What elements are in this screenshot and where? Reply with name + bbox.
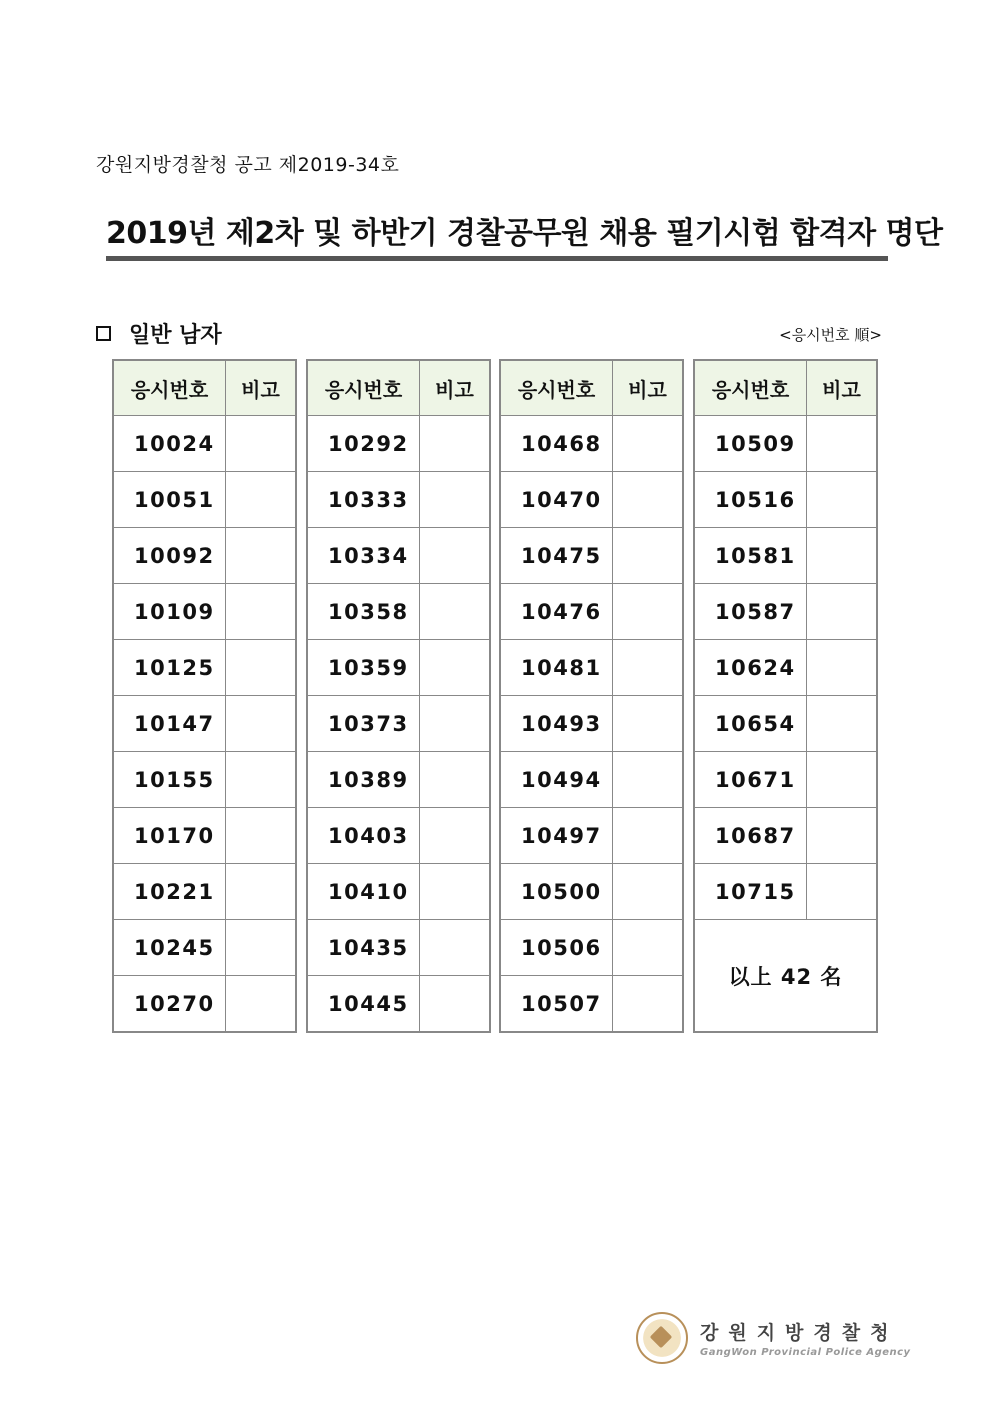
remark-cell <box>226 808 297 864</box>
exam-number: 10292 <box>307 416 420 472</box>
exam-number: 10147 <box>113 696 226 752</box>
results-table-3 <box>499 359 684 1033</box>
remark-cell <box>613 864 684 920</box>
exam-number: 10494 <box>500 752 613 808</box>
exam-number: 10671 <box>694 752 807 808</box>
table-row <box>500 808 683 864</box>
remark-cell <box>420 528 491 584</box>
exam-number: 10516 <box>694 472 807 528</box>
table-row <box>113 920 296 976</box>
remark-cell <box>807 752 878 808</box>
table-row <box>500 696 683 752</box>
table-row <box>113 808 296 864</box>
exam-number: 10333 <box>307 472 420 528</box>
table-row <box>500 528 683 584</box>
remark-cell <box>613 416 684 472</box>
exam-number: 10475 <box>500 528 613 584</box>
table-row <box>307 976 490 1033</box>
remark-cell <box>613 696 684 752</box>
exam-number: 10051 <box>113 472 226 528</box>
remark-cell <box>420 752 491 808</box>
table-row <box>694 472 877 528</box>
remark-cell <box>613 472 684 528</box>
table-row <box>500 416 683 472</box>
table-row <box>694 416 877 472</box>
table-row <box>307 920 490 976</box>
table-row <box>113 752 296 808</box>
table-row <box>307 584 490 640</box>
remark-cell <box>613 528 684 584</box>
exam-number: 10493 <box>500 696 613 752</box>
table-row <box>694 864 877 920</box>
exam-number: 10468 <box>500 416 613 472</box>
remark-cell <box>807 416 878 472</box>
table-row <box>113 416 296 472</box>
remark-cell <box>613 640 684 696</box>
remark-cell <box>613 752 684 808</box>
exam-number: 10024 <box>113 416 226 472</box>
table-row <box>500 920 683 976</box>
header-number: 응시번호 <box>500 360 613 416</box>
table-row <box>113 584 296 640</box>
exam-number: 10334 <box>307 528 420 584</box>
exam-number: 10410 <box>307 864 420 920</box>
table-row <box>307 808 490 864</box>
results-table-1 <box>112 359 297 1033</box>
exam-number: 10245 <box>113 920 226 976</box>
exam-number: 10506 <box>500 920 613 976</box>
table-row <box>307 528 490 584</box>
table-row <box>500 976 683 1033</box>
table-row <box>113 864 296 920</box>
table-row <box>500 752 683 808</box>
table-row <box>307 696 490 752</box>
remark-cell <box>613 808 684 864</box>
exam-number: 10445 <box>307 976 420 1033</box>
remark-cell <box>807 472 878 528</box>
exam-number: 10500 <box>500 864 613 920</box>
remark-cell <box>420 416 491 472</box>
exam-number: 10403 <box>307 808 420 864</box>
remark-cell <box>420 920 491 976</box>
table-row <box>694 640 877 696</box>
remark-cell <box>420 696 491 752</box>
exam-number: 10687 <box>694 808 807 864</box>
exam-number: 10125 <box>113 640 226 696</box>
exam-number: 10624 <box>694 640 807 696</box>
table-row <box>694 528 877 584</box>
header-number: 응시번호 <box>113 360 226 416</box>
remark-cell <box>613 584 684 640</box>
header-remark: 비고 <box>226 360 297 416</box>
page-title: 2019년 제2차 및 하반기 경찰공무원 채용 필기시험 합격자 명단 <box>106 216 943 251</box>
exam-number: 10715 <box>694 864 807 920</box>
exam-number: 10581 <box>694 528 807 584</box>
table-row <box>500 864 683 920</box>
remark-cell <box>807 808 878 864</box>
remark-cell <box>807 864 878 920</box>
table-row <box>307 416 490 472</box>
total-summary: 以上 42 名 <box>694 920 877 1033</box>
exam-number: 10389 <box>307 752 420 808</box>
remark-cell <box>807 640 878 696</box>
table-row <box>694 808 877 864</box>
exam-number: 10497 <box>500 808 613 864</box>
table-row <box>500 584 683 640</box>
remark-cell <box>226 696 297 752</box>
remark-cell <box>807 528 878 584</box>
remark-cell <box>226 864 297 920</box>
agency-name-korean: 강원지방경찰청 <box>700 1322 899 1344</box>
section-heading <box>96 318 222 349</box>
exam-number: 10358 <box>307 584 420 640</box>
remark-cell <box>226 416 297 472</box>
remark-cell <box>226 752 297 808</box>
table-row <box>694 752 877 808</box>
exam-number: 10470 <box>500 472 613 528</box>
header-number: 응시번호 <box>694 360 807 416</box>
exam-number: 10435 <box>307 920 420 976</box>
remark-cell <box>420 864 491 920</box>
remark-cell <box>226 584 297 640</box>
remark-cell <box>420 976 491 1033</box>
title-underline <box>106 256 888 261</box>
notice-number: 강원지방경찰청 공고 제2019-34호 <box>96 154 400 176</box>
remark-cell <box>420 640 491 696</box>
remark-cell <box>226 472 297 528</box>
exam-number: 10109 <box>113 584 226 640</box>
remark-cell <box>420 808 491 864</box>
remark-cell <box>613 920 684 976</box>
header-number: 응시번호 <box>307 360 420 416</box>
remark-cell <box>226 640 297 696</box>
exam-number: 10155 <box>113 752 226 808</box>
table-row <box>113 976 296 1033</box>
exam-number: 10509 <box>694 416 807 472</box>
table-row <box>113 528 296 584</box>
checkbox-bullet-icon <box>96 326 111 341</box>
agency-footer <box>636 1312 911 1364</box>
header-remark: 비고 <box>420 360 491 416</box>
table-row <box>113 640 296 696</box>
exam-number: 10476 <box>500 584 613 640</box>
exam-number: 10170 <box>113 808 226 864</box>
remark-cell <box>226 920 297 976</box>
agency-name-english: GangWon Provincial Police Agency <box>700 1347 911 1358</box>
exam-number: 10507 <box>500 976 613 1033</box>
order-note: <응시번호 順> <box>779 326 882 344</box>
exam-number: 10359 <box>307 640 420 696</box>
exam-number: 10481 <box>500 640 613 696</box>
police-seal-icon <box>636 1312 688 1364</box>
table-row <box>307 472 490 528</box>
remark-cell <box>807 584 878 640</box>
exam-number: 10654 <box>694 696 807 752</box>
table-row <box>307 864 490 920</box>
remark-cell <box>420 472 491 528</box>
table-row <box>694 696 877 752</box>
table-row <box>500 472 683 528</box>
table-row <box>113 472 296 528</box>
remark-cell <box>420 584 491 640</box>
table-row <box>307 752 490 808</box>
table-row <box>500 640 683 696</box>
header-remark: 비고 <box>613 360 684 416</box>
exam-number: 10221 <box>113 864 226 920</box>
table-row <box>694 584 877 640</box>
exam-number: 10373 <box>307 696 420 752</box>
header-remark: 비고 <box>807 360 878 416</box>
results-table-2 <box>306 359 491 1033</box>
remark-cell <box>807 696 878 752</box>
table-row <box>113 696 296 752</box>
remark-cell <box>613 976 684 1033</box>
results-table-4 <box>693 359 878 1033</box>
remark-cell <box>226 528 297 584</box>
section-label: 일반 남자 <box>129 323 222 348</box>
exam-number: 10587 <box>694 584 807 640</box>
table-row <box>307 640 490 696</box>
exam-number: 10092 <box>113 528 226 584</box>
remark-cell <box>226 976 297 1033</box>
exam-number: 10270 <box>113 976 226 1033</box>
